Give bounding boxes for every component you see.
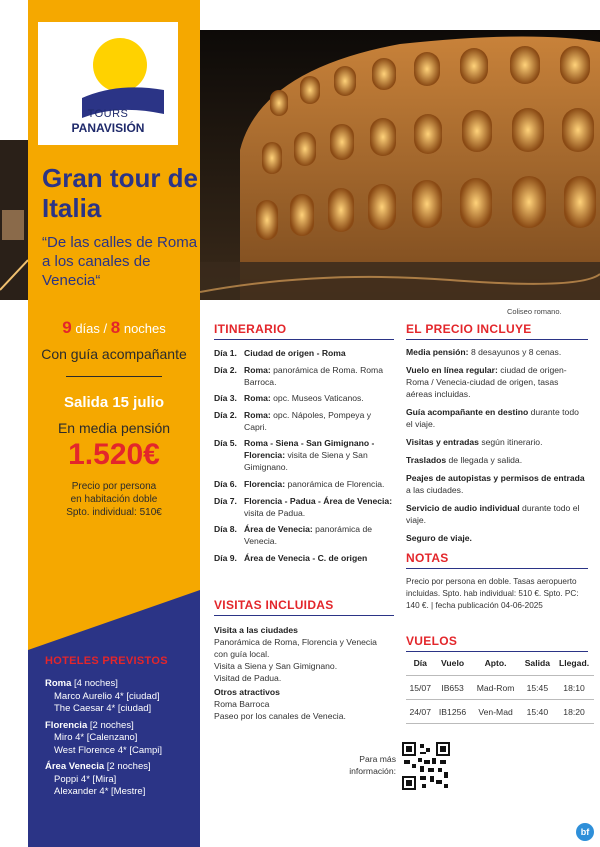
day-label: Día 9. xyxy=(214,552,237,563)
itinerary-list xyxy=(214,347,394,568)
include-item: Media pensión: 8 desayunos y 8 cenas. xyxy=(406,347,562,357)
logo-text-brand: PANAVISIÓN xyxy=(71,121,145,135)
days-count: 9 xyxy=(62,318,72,337)
day-desc: visita de Padua. xyxy=(244,507,306,518)
day-title: Roma: xyxy=(244,409,271,420)
flight-row: 24/07 IB1256 Ven-Mad 15:40 18:20 xyxy=(406,700,594,724)
day-label: Día 8. xyxy=(214,524,237,535)
visit-item: Paseo por los canales de Venecia. xyxy=(214,711,346,721)
day-desc: panorámica de Florencia. xyxy=(285,478,385,489)
notes-rule xyxy=(406,568,588,569)
day-title: Florencia: xyxy=(244,478,286,489)
qr-code-icon[interactable] xyxy=(402,742,450,790)
photo-caption: Coliseo romano. xyxy=(507,307,562,316)
day-label: Día 6. xyxy=(214,478,237,489)
city-photo-strip xyxy=(0,140,28,300)
hotel-city: Florencia xyxy=(45,719,88,731)
notes-text: Precio por persona en doble. Tasas aeropuerto incluidas. Spto. hab individual: 510 €. Spto. PC: 140 €. | fecha publicación 04-06-2025 xyxy=(406,577,579,610)
hotel-nights: [4 noches] xyxy=(74,678,118,689)
tour-subtitle: “De las calles de Roma a los canales de Venecia“ xyxy=(42,234,198,289)
includes-list xyxy=(406,346,586,550)
include-item: Traslados de llegada y salida. xyxy=(406,455,523,465)
itinerary-day xyxy=(214,523,394,547)
divider xyxy=(66,376,162,377)
day-title: Roma: xyxy=(244,393,271,404)
brand-badge: bf xyxy=(576,823,594,841)
visit-item: Visita a Siena y San Gimignano. xyxy=(214,661,338,671)
board-type: En media pensión xyxy=(57,420,171,436)
visits-title: VISITAS INCLUIDAS xyxy=(214,598,334,612)
visits-rule xyxy=(214,615,394,616)
departure-date: Salida 15 julio xyxy=(63,394,165,411)
flight-row: 15/07 IB653 Mad-Rom 15:45 18:10 xyxy=(406,676,594,700)
hotel-city: Área Venecia xyxy=(45,761,105,772)
logo-text-tours: TOURS xyxy=(87,108,129,120)
day-label: Día 7. xyxy=(214,495,237,506)
notes-title: NOTAS xyxy=(406,551,449,565)
itinerary-day xyxy=(214,347,394,359)
day-label: Día 3. xyxy=(214,393,237,404)
days-word: días / xyxy=(75,321,108,336)
hotel-nights: [2 noches] xyxy=(106,761,151,772)
itinerary-day xyxy=(214,552,394,564)
visit-item: Visitad de Padua. xyxy=(214,673,282,683)
include-item: Peajes de autopistas y permisos de entrada a las ciudades. xyxy=(406,473,585,495)
itinerary-title: ITINERARIO xyxy=(214,322,287,336)
visit-item: Roma Barroca xyxy=(214,699,270,709)
flights-header-row: Día Vuelo Apto. Salida Llegad. xyxy=(406,656,594,676)
day-title: Florencia - Padua - Área de Venecia: xyxy=(244,495,393,506)
day-label: Día 2. xyxy=(214,364,237,375)
tour-title: Gran tour de Italia xyxy=(42,163,199,223)
hotel-name: Miro 4* [Calenzano] xyxy=(54,732,138,743)
itinerary-day xyxy=(214,437,394,473)
itinerary-day xyxy=(214,409,394,433)
visit-item: Panorámica de Roma, Florencia y Venecia con guía local. xyxy=(214,637,377,659)
include-item: Guía acompañante en destino durante todo el viaje. xyxy=(406,407,579,429)
include-item: Visitas y entradas según itinerario. xyxy=(406,437,543,447)
day-label: Día 1. xyxy=(214,348,237,358)
hotels-title: HOTELES PREVISTOS xyxy=(45,655,168,667)
brand-logo xyxy=(38,22,178,145)
hotel-group xyxy=(45,761,195,799)
itinerary-day xyxy=(214,478,394,490)
day-title: Ciudad de origen - Roma xyxy=(244,348,346,358)
hotel-group xyxy=(45,678,195,716)
colosseum-photo xyxy=(200,30,600,300)
price-note-line: Spto. individual: 510€ xyxy=(66,507,162,518)
price-note-line: Precio por persona xyxy=(71,481,157,492)
itinerary-rule xyxy=(214,339,394,340)
day-desc: panorámica de Roma. Roma Barroca. xyxy=(244,364,383,387)
visits-heading: Visita a las ciudades xyxy=(214,625,298,635)
include-item: Servicio de audio individual durante todo el viaje. xyxy=(406,503,580,525)
include-item: Vuelo en línea regular: ciudad de origen-Roma / Venecia-ciudad de origen, tasas aéreas incluidas. xyxy=(406,365,567,399)
hotels-list xyxy=(45,678,195,803)
includes-rule xyxy=(406,339,588,340)
hotel-city: Roma xyxy=(45,678,72,689)
day-desc: opc. Nápoles, Pompeya y Capri. xyxy=(244,409,372,432)
day-desc: opc. Museos Vaticanos. xyxy=(270,393,364,404)
duration xyxy=(28,318,200,338)
itinerary-day xyxy=(214,364,394,388)
visits-list xyxy=(214,624,392,722)
qr-label: Para más información: xyxy=(349,754,396,776)
itinerary-day xyxy=(214,392,394,404)
day-title: Área de Venecia - C. de origen xyxy=(244,552,368,563)
day-title: Roma - Siena - San Gimignano - Florencia: xyxy=(244,438,375,461)
hotel-nights: [2 noches] xyxy=(89,719,134,731)
day-title: Roma: xyxy=(244,364,271,375)
price: 1.520€ xyxy=(68,438,160,471)
price-note-line: en habitación doble xyxy=(70,494,158,505)
hotel-name: Poppi 4* [Mira] xyxy=(54,773,117,785)
day-desc: visita de Siena y San Gimignano. xyxy=(244,450,368,473)
day-label: Día 5. xyxy=(214,438,237,449)
flights-title: VUELOS xyxy=(406,634,458,648)
day-desc: panorámica de Venecia. xyxy=(244,524,373,547)
hotel-name: West Florence 4* [Campi] xyxy=(54,744,163,756)
flights-table xyxy=(406,656,594,724)
hotel-name: Marco Aurelio 4* [ciudad] xyxy=(54,690,160,702)
nights-word: noches xyxy=(123,321,166,336)
include-item: Seguro de viaje. xyxy=(406,533,472,543)
day-title: Área de Venecia: xyxy=(244,524,313,535)
nights-count: 8 xyxy=(110,318,121,337)
guide-text: Con guía acompañante xyxy=(41,346,187,362)
hotel-name: Alexander 4* [Mestre] xyxy=(54,786,146,797)
includes-title: EL PRECIO INCLUYE xyxy=(406,322,532,336)
visits-heading: Otros atractivos xyxy=(214,687,280,697)
flights-rule xyxy=(406,651,588,652)
day-label: Día 2. xyxy=(214,409,237,420)
price-note xyxy=(28,480,200,519)
hotel-name: The Caesar 4* [ciudad] xyxy=(54,703,152,714)
hotel-group xyxy=(45,720,195,758)
itinerary-day xyxy=(214,495,394,519)
